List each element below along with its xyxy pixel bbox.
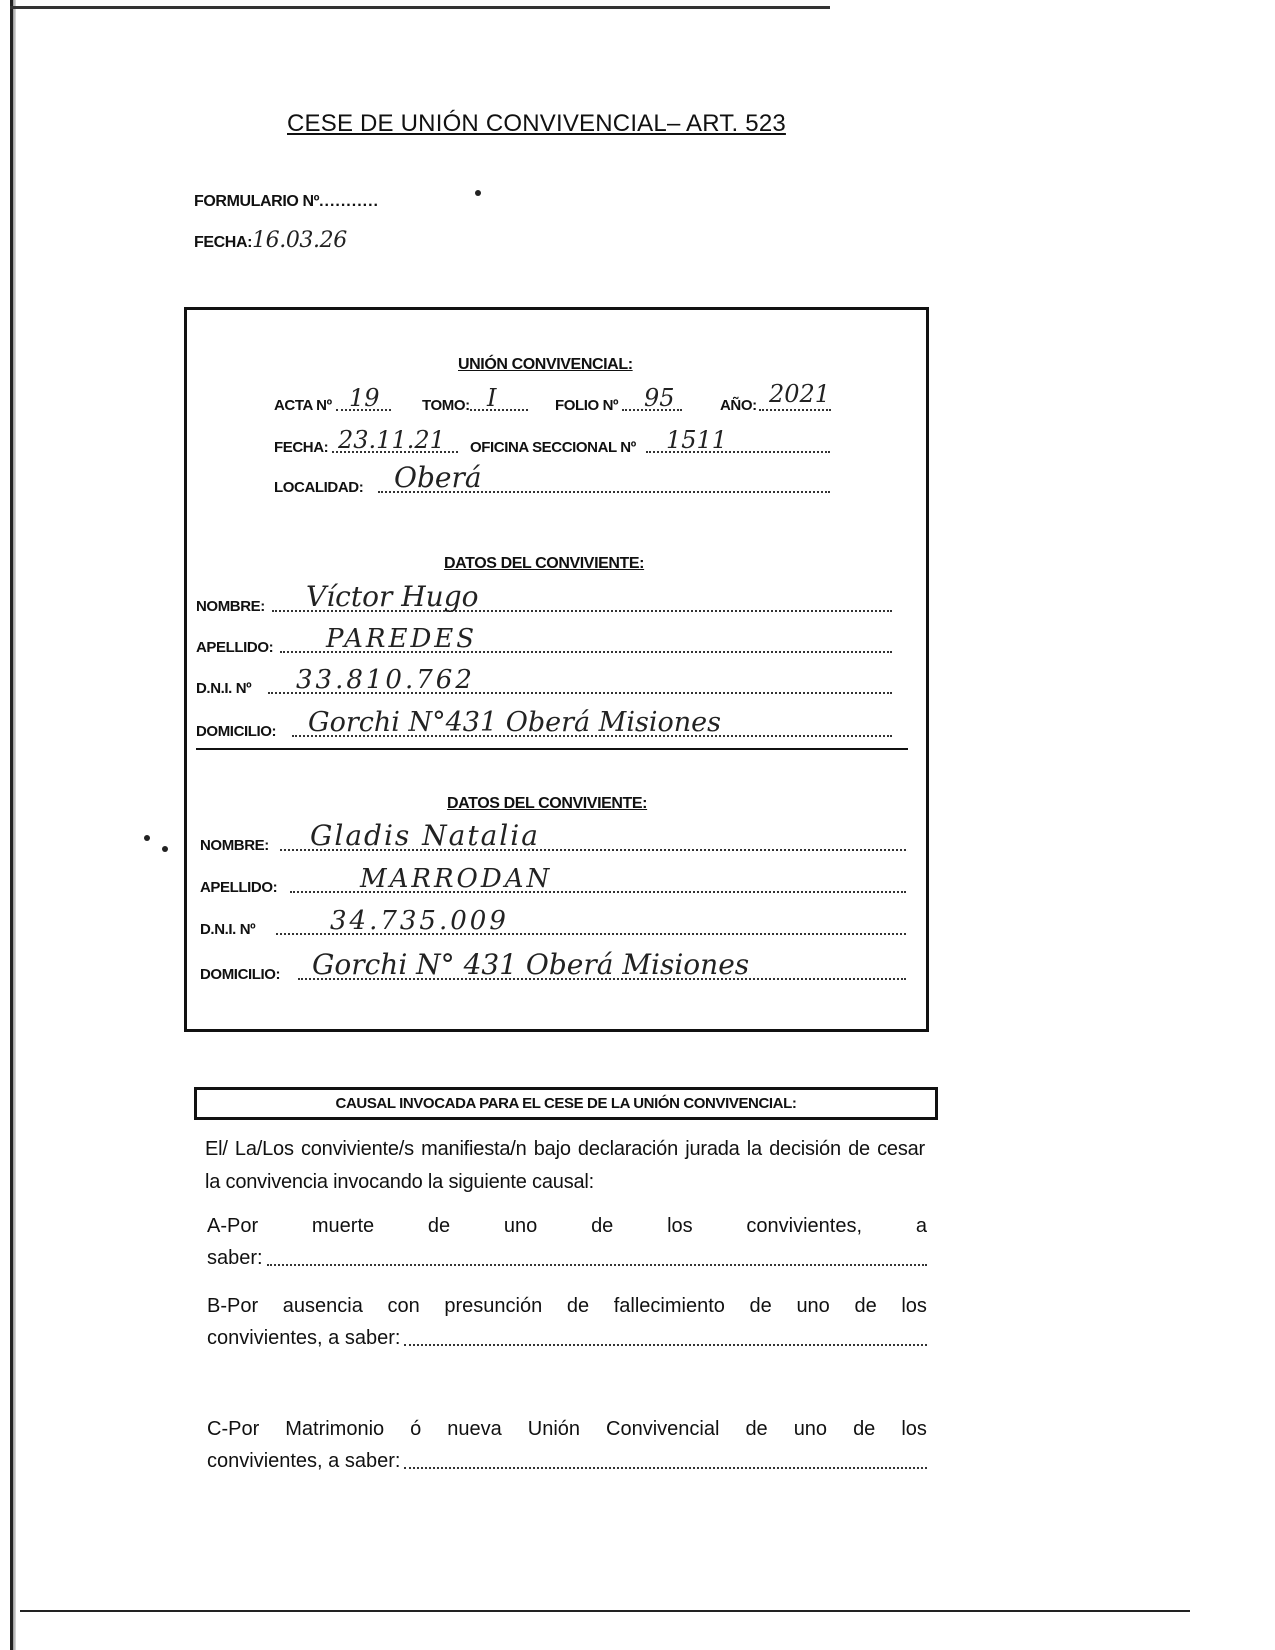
option-c-line2 <box>207 1445 927 1477</box>
conviviente2-apellido-row <box>200 864 906 896</box>
conviviente2-nombre-label: NOMBRE: <box>200 837 269 854</box>
tomo-label: TOMO: <box>422 397 470 414</box>
option-b-saber: convivientes, a saber: <box>207 1327 401 1349</box>
option-b-blank <box>404 1344 927 1346</box>
word: A-Por <box>207 1215 259 1237</box>
oficina-label: OFICINA SECCIONAL Nº <box>470 439 636 456</box>
acta-value: 19 <box>349 384 380 412</box>
word: uno <box>796 1295 830 1317</box>
union-section-title: UNIÓN CONVIVENCIAL: <box>458 356 633 373</box>
word: B-Por <box>207 1295 259 1317</box>
tomo-value: I <box>487 384 497 412</box>
folio-label: FOLIO Nº <box>555 397 619 414</box>
word: ausencia <box>282 1295 363 1317</box>
word: los <box>901 1418 927 1440</box>
word: de <box>749 1295 772 1317</box>
option-c-line1 <box>207 1413 927 1445</box>
fecha-value: 16.03.26 <box>252 228 347 253</box>
conviviente1-nombre-label: NOMBRE: <box>196 598 265 615</box>
conviviente2-nombre-value: Gladis Natalia <box>310 819 540 852</box>
anio-label: AÑO: <box>720 397 757 414</box>
conviviente1-dni-label: D.N.I. Nº <box>196 680 252 697</box>
word: de <box>853 1418 876 1440</box>
conviviente1-nombre-value: Víctor Hugo <box>306 580 479 613</box>
word: a <box>915 1215 927 1237</box>
conviviente2-domicilio-label: DOMICILIO: <box>200 966 281 983</box>
conviviente1-apellido-row <box>196 624 896 656</box>
folio-value: 95 <box>644 384 675 412</box>
causal-option-b <box>207 1290 927 1354</box>
word: Unión <box>527 1418 581 1440</box>
section-divider <box>196 748 908 750</box>
acta-row <box>274 380 834 414</box>
localidad-value: Oberá <box>394 461 482 494</box>
word: Matrimonio <box>285 1418 385 1440</box>
option-c-saber: convivientes, a saber: <box>207 1450 401 1472</box>
conviviente1-domicilio-row <box>196 707 896 740</box>
word: los <box>901 1295 927 1317</box>
conviviente2-apellido-value: MARRODAN <box>360 864 553 894</box>
word: convivientes, <box>746 1215 863 1237</box>
word: de <box>854 1295 877 1317</box>
union-fecha-value: 23.11.21 <box>338 426 445 454</box>
acta-label: ACTA Nº <box>274 397 332 414</box>
word: de <box>427 1215 451 1237</box>
causal-intro: El/ La/Los conviviente/s manifiesta/n bajo declaración jurada la decisión de cesar la convivencia invocando la siguiente causal: <box>205 1138 925 1193</box>
conviviente2-dni-value: 34.735.009 <box>330 906 509 936</box>
fecha-line <box>194 228 347 253</box>
conviviente1-apellido-label: APELLIDO: <box>196 639 274 656</box>
causal-option-c <box>207 1413 927 1477</box>
word: con <box>387 1295 420 1317</box>
word: los <box>667 1215 693 1237</box>
localidad-label: LOCALIDAD: <box>274 479 364 496</box>
conviviente1-apellido-value: PAREDES <box>326 624 478 654</box>
conviviente2-apellido-label: APELLIDO: <box>200 879 278 896</box>
causal-header-bar <box>194 1087 938 1120</box>
conviviente1-nombre-row <box>196 580 896 615</box>
word: presunción <box>444 1295 543 1317</box>
oficina-value: 1511 <box>666 426 728 454</box>
union-fecha-row <box>274 428 834 456</box>
scan-speck <box>162 846 168 852</box>
option-a-line1 <box>207 1210 927 1242</box>
union-fecha-label: FECHA: <box>274 439 329 456</box>
option-a-blank <box>267 1264 927 1266</box>
formulario-label: FORMULARIO Nº <box>194 193 320 210</box>
word: de <box>566 1295 590 1317</box>
conviviente1-section-title: DATOS DEL CONVIVIENTE: <box>444 555 645 572</box>
fecha-label: FECHA: <box>194 234 253 251</box>
formulario-line <box>194 193 379 211</box>
localidad-row <box>274 461 834 496</box>
word: uno <box>793 1418 828 1440</box>
word: nueva <box>447 1418 502 1440</box>
option-b-line2 <box>207 1322 927 1354</box>
word: de <box>591 1215 614 1237</box>
conviviente2-nombre-row <box>200 819 906 854</box>
causal-header-title: CAUSAL INVOCADA PARA EL CESE DE LA UNIÓN CONVIVENCIAL: <box>335 1095 797 1112</box>
word: fallecimiento <box>613 1295 725 1317</box>
word: C-Por <box>207 1418 260 1440</box>
conviviente2-dni-row <box>200 906 906 938</box>
scan-bottom-edge <box>20 1610 1190 1612</box>
conviviente1-domicilio-label: DOMICILIO: <box>196 723 277 740</box>
conviviente1-dni-row <box>196 665 896 697</box>
option-c-blank <box>404 1467 927 1469</box>
option-b-line1 <box>207 1290 927 1322</box>
anio-value: 2021 <box>769 380 831 408</box>
conviviente2-section-title: DATOS DEL CONVIVIENTE: <box>447 795 648 812</box>
scan-left-edge <box>10 0 16 1650</box>
conviviente1-dni-value: 33.810.762 <box>296 665 475 695</box>
scan-speck <box>144 835 150 841</box>
scan-top-edge <box>10 6 830 9</box>
causal-option-a <box>207 1210 927 1274</box>
conviviente2-domicilio-value: Gorchi N° 431 Oberá Misiones <box>312 948 750 981</box>
formulario-dots: ........... <box>319 193 379 210</box>
word: uno <box>503 1215 538 1237</box>
conviviente2-dni-label: D.N.I. Nº <box>200 921 256 938</box>
option-a-line2 <box>207 1242 927 1274</box>
document-title: CESE DE UNIÓN CONVIVENCIAL– ART. 523 <box>287 110 786 137</box>
word: ó <box>410 1418 422 1440</box>
word: muerte <box>311 1215 375 1237</box>
option-a-saber: saber: <box>207 1247 263 1269</box>
word: de <box>745 1418 768 1440</box>
scan-speck <box>475 190 481 196</box>
word: Convivencial <box>606 1418 720 1440</box>
conviviente1-domicilio-value: Gorchi N°431 Oberá Misiones <box>308 707 721 738</box>
conviviente2-domicilio-row <box>200 948 906 983</box>
